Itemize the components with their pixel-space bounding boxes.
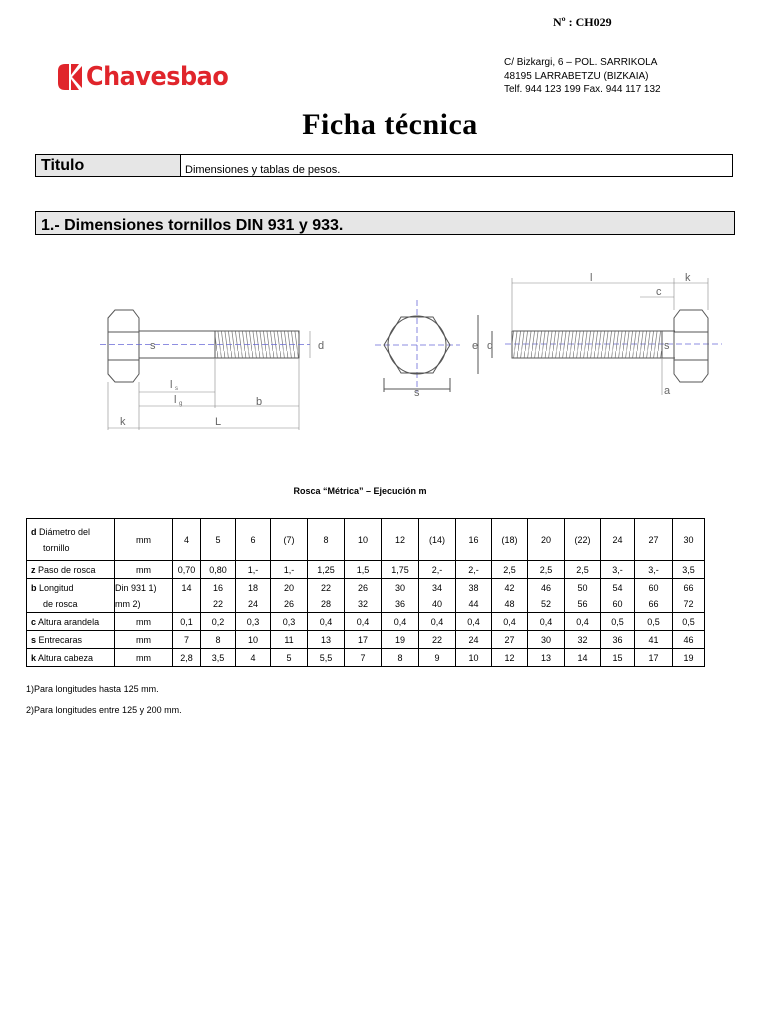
- value-line: 26: [283, 598, 294, 609]
- title-value: Dimensiones y tablas de pesos.: [185, 164, 341, 176]
- value-line: 28: [320, 598, 331, 609]
- unit-cell: mm: [115, 613, 173, 631]
- value-line: 66: [683, 582, 694, 593]
- value-cell: 0,4: [382, 613, 419, 631]
- value-cell: [173, 579, 201, 613]
- dimensions-table: [26, 518, 705, 667]
- value-cell: 3,5: [201, 649, 236, 667]
- value-cell: 0,4: [565, 613, 601, 631]
- value-cell: 17: [635, 649, 673, 667]
- value-cell: [565, 579, 601, 613]
- value-cell: 13: [308, 631, 345, 649]
- address-line: Telf. 944 123 199 Fax. 944 117 132: [504, 84, 661, 95]
- value-cell: 0,70: [173, 561, 201, 579]
- bolt-side-view: [108, 310, 299, 382]
- end-view-labels: [414, 340, 493, 399]
- value-cell: 0,4: [419, 613, 456, 631]
- value-cell: 19: [673, 649, 705, 667]
- label-k: k: [120, 416, 126, 428]
- value-cell: 8: [308, 519, 345, 561]
- unit-line: mm 2): [115, 598, 141, 609]
- title-info-table: [35, 154, 733, 177]
- value-cell: (14): [419, 519, 456, 561]
- address-line: C/ Bizkargi, 6 – POL. SARRIKOLA: [504, 57, 658, 68]
- company-address: [504, 56, 661, 97]
- value-cell: 0,3: [271, 613, 308, 631]
- label-ls-sub: s: [175, 386, 178, 392]
- value-cell: 2,5: [528, 561, 565, 579]
- unit-line: Din 931 1): [115, 582, 157, 593]
- label-l: l: [590, 272, 593, 284]
- page-title: Ficha técnica: [302, 108, 478, 141]
- label-ls: l: [170, 379, 173, 391]
- value-line: 44: [468, 598, 479, 609]
- logo-icon: [58, 64, 82, 90]
- value-line: 24: [247, 598, 258, 609]
- value-line: 32: [357, 598, 368, 609]
- value-cell: 1,-: [236, 561, 271, 579]
- label-s-end: s: [414, 387, 420, 399]
- table-row: [27, 631, 705, 649]
- value-cell: 0,5: [673, 613, 705, 631]
- value-cell: 4: [236, 649, 271, 667]
- value-line: 22: [212, 598, 223, 609]
- value-cell: 2,5: [492, 561, 528, 579]
- unit-cell: mm: [115, 631, 173, 649]
- footnote: 2)Para longitudes entre 125 y 200 mm.: [26, 705, 182, 715]
- value-cell: 8: [201, 631, 236, 649]
- row-label-cell: [27, 519, 115, 561]
- row-label: Longitud: [39, 582, 74, 593]
- value-cell: 32: [565, 631, 601, 649]
- value-cell: 13: [528, 649, 565, 667]
- row-symbol: d: [31, 526, 37, 537]
- label-lg: l: [174, 394, 177, 406]
- value-cell: 0,2: [201, 613, 236, 631]
- value-cell: 2,8: [173, 649, 201, 667]
- row-label: Paso de rosca: [38, 564, 96, 575]
- value-line: 20: [283, 582, 294, 593]
- row-label-cell: [27, 579, 115, 613]
- value-cell: 0,1: [173, 613, 201, 631]
- value-cell: 15: [601, 649, 635, 667]
- value-line: 56: [577, 598, 588, 609]
- value-line: 34: [431, 582, 442, 593]
- row-label-line2: de rosca: [43, 598, 78, 609]
- value-line: 16: [212, 582, 223, 593]
- bolt-end-view: [384, 315, 492, 392]
- row-label-cell: [27, 613, 115, 631]
- value-cell: 24: [456, 631, 492, 649]
- value-line: 40: [431, 598, 442, 609]
- unit-cell: mm: [115, 649, 173, 667]
- label-s-933: s: [664, 340, 670, 352]
- table-row: [27, 561, 705, 579]
- table-row: [27, 579, 705, 613]
- label-k-933: k: [685, 272, 691, 284]
- value-cell: 20: [528, 519, 565, 561]
- row-label: Diámetro del: [39, 526, 91, 537]
- value-cell: 1,25: [308, 561, 345, 579]
- label-b: b: [256, 396, 263, 408]
- value-cell: (22): [565, 519, 601, 561]
- value-cell: 8: [382, 649, 419, 667]
- row-symbol: k: [31, 652, 37, 663]
- label-lg-sub: g: [179, 401, 183, 407]
- value-cell: 7: [173, 631, 201, 649]
- value-cell: [635, 579, 673, 613]
- value-cell: 0,4: [528, 613, 565, 631]
- value-line: 30: [394, 582, 405, 593]
- row-label-cell: [27, 561, 115, 579]
- row-label-cell: [27, 649, 115, 667]
- unit-cell: mm: [115, 519, 173, 561]
- value-cell: 0,4: [456, 613, 492, 631]
- table-row: [27, 519, 705, 561]
- value-cell: 2,5: [565, 561, 601, 579]
- value-line: 42: [504, 582, 515, 593]
- value-cell: 0,4: [492, 613, 528, 631]
- value-cell: 30: [673, 519, 705, 561]
- value-line: 66: [648, 598, 659, 609]
- value-cell: [492, 579, 528, 613]
- document-number: Nº : CH029: [553, 15, 612, 29]
- value-line: 54: [612, 582, 623, 593]
- value-cell: 19: [382, 631, 419, 649]
- value-cell: 4: [173, 519, 201, 561]
- value-cell: 5: [201, 519, 236, 561]
- value-cell: 2,-: [456, 561, 492, 579]
- value-cell: [271, 579, 308, 613]
- row-label: Altura arandela: [38, 616, 100, 627]
- value-cell: [601, 579, 635, 613]
- row-label-line2: tornillo: [43, 542, 70, 553]
- value-cell: 7: [345, 649, 382, 667]
- label-d-end: d: [487, 340, 494, 352]
- value-cell: 5,5: [308, 649, 345, 667]
- value-cell: 30: [528, 631, 565, 649]
- value-cell: 46: [673, 631, 705, 649]
- value-cell: 41: [635, 631, 673, 649]
- value-cell: 10: [236, 631, 271, 649]
- value-cell: 10: [345, 519, 382, 561]
- table-row: [27, 649, 705, 667]
- unit-cell: mm: [115, 561, 173, 579]
- value-cell: 3,-: [601, 561, 635, 579]
- row-label: Altura cabeza: [38, 652, 94, 663]
- value-cell: 12: [492, 649, 528, 667]
- value-line: 18: [247, 582, 258, 593]
- value-line: 36: [394, 598, 405, 609]
- value-cell: 0,3: [236, 613, 271, 631]
- value-cell: [201, 579, 236, 613]
- value-cell: 0,80: [201, 561, 236, 579]
- value-cell: [345, 579, 382, 613]
- value-line: 48: [504, 598, 515, 609]
- row-label: Entrecaras: [38, 634, 83, 645]
- address-line: 48195 LARRABETZU (BIZKAIA): [504, 70, 649, 82]
- value-cell: 0,4: [345, 613, 382, 631]
- value-line: 38: [468, 582, 479, 593]
- value-cell: 14: [565, 649, 601, 667]
- bolt-technical-drawing: [0, 260, 768, 440]
- label-L: L: [215, 416, 222, 428]
- logo-text: Chavesbao: [86, 62, 229, 92]
- unit-cell: [115, 579, 173, 613]
- value-cell: [236, 579, 271, 613]
- value-cell: 5: [271, 649, 308, 667]
- row-symbol: b: [31, 582, 37, 593]
- value-line: [173, 596, 200, 612]
- value-cell: 22: [419, 631, 456, 649]
- value-line: 26: [357, 582, 368, 593]
- value-cell: 1,75: [382, 561, 419, 579]
- value-cell: [456, 579, 492, 613]
- value-cell: 10: [456, 649, 492, 667]
- value-line: 14: [181, 582, 192, 593]
- section-heading: 1.- Dimensiones tornillos DIN 931 y 933.: [35, 211, 735, 235]
- value-cell: (7): [271, 519, 308, 561]
- value-cell: [528, 579, 565, 613]
- value-cell: 3,-: [635, 561, 673, 579]
- value-line: 72: [683, 598, 694, 609]
- value-cell: 17: [345, 631, 382, 649]
- value-cell: 0,5: [601, 613, 635, 631]
- title-label: Titulo: [36, 155, 181, 176]
- value-cell: 3,5: [673, 561, 705, 579]
- row-symbol: s: [31, 634, 37, 645]
- value-cell: 0,4: [308, 613, 345, 631]
- value-line: 50: [577, 582, 588, 593]
- value-cell: 9: [419, 649, 456, 667]
- label-a: a: [664, 385, 671, 397]
- label-s: s: [150, 340, 156, 352]
- company-logo: [58, 60, 241, 94]
- value-cell: 2,-: [419, 561, 456, 579]
- bolt-933-view: [512, 310, 708, 382]
- value-cell: [673, 579, 705, 613]
- value-cell: 11: [271, 631, 308, 649]
- footnote: 1)Para longitudes hasta 125 mm.: [26, 684, 159, 694]
- table-caption: Rosca “Métrica” – Ejecución m: [293, 486, 427, 496]
- value-cell: 36: [601, 631, 635, 649]
- label-e: e: [472, 340, 479, 352]
- table-row: [27, 613, 705, 631]
- value-line: 60: [648, 582, 659, 593]
- value-cell: [308, 579, 345, 613]
- value-cell: 1,-: [271, 561, 308, 579]
- label-d: d: [318, 340, 325, 352]
- value-cell: 27: [635, 519, 673, 561]
- value-cell: 27: [492, 631, 528, 649]
- value-cell: 0,5: [635, 613, 673, 631]
- value-cell: 1,5: [345, 561, 382, 579]
- value-cell: 24: [601, 519, 635, 561]
- value-line: 52: [540, 598, 551, 609]
- row-label-cell: [27, 631, 115, 649]
- value-line: 22: [320, 582, 331, 593]
- row-symbol: z: [31, 564, 36, 575]
- value-line: 46: [540, 582, 551, 593]
- value-cell: [382, 579, 419, 613]
- value-cell: [419, 579, 456, 613]
- label-c: c: [656, 286, 662, 298]
- value-cell: (18): [492, 519, 528, 561]
- value-line: 60: [612, 598, 623, 609]
- value-cell: 12: [382, 519, 419, 561]
- value-cell: 6: [236, 519, 271, 561]
- value-cell: 16: [456, 519, 492, 561]
- row-symbol: c: [31, 616, 37, 627]
